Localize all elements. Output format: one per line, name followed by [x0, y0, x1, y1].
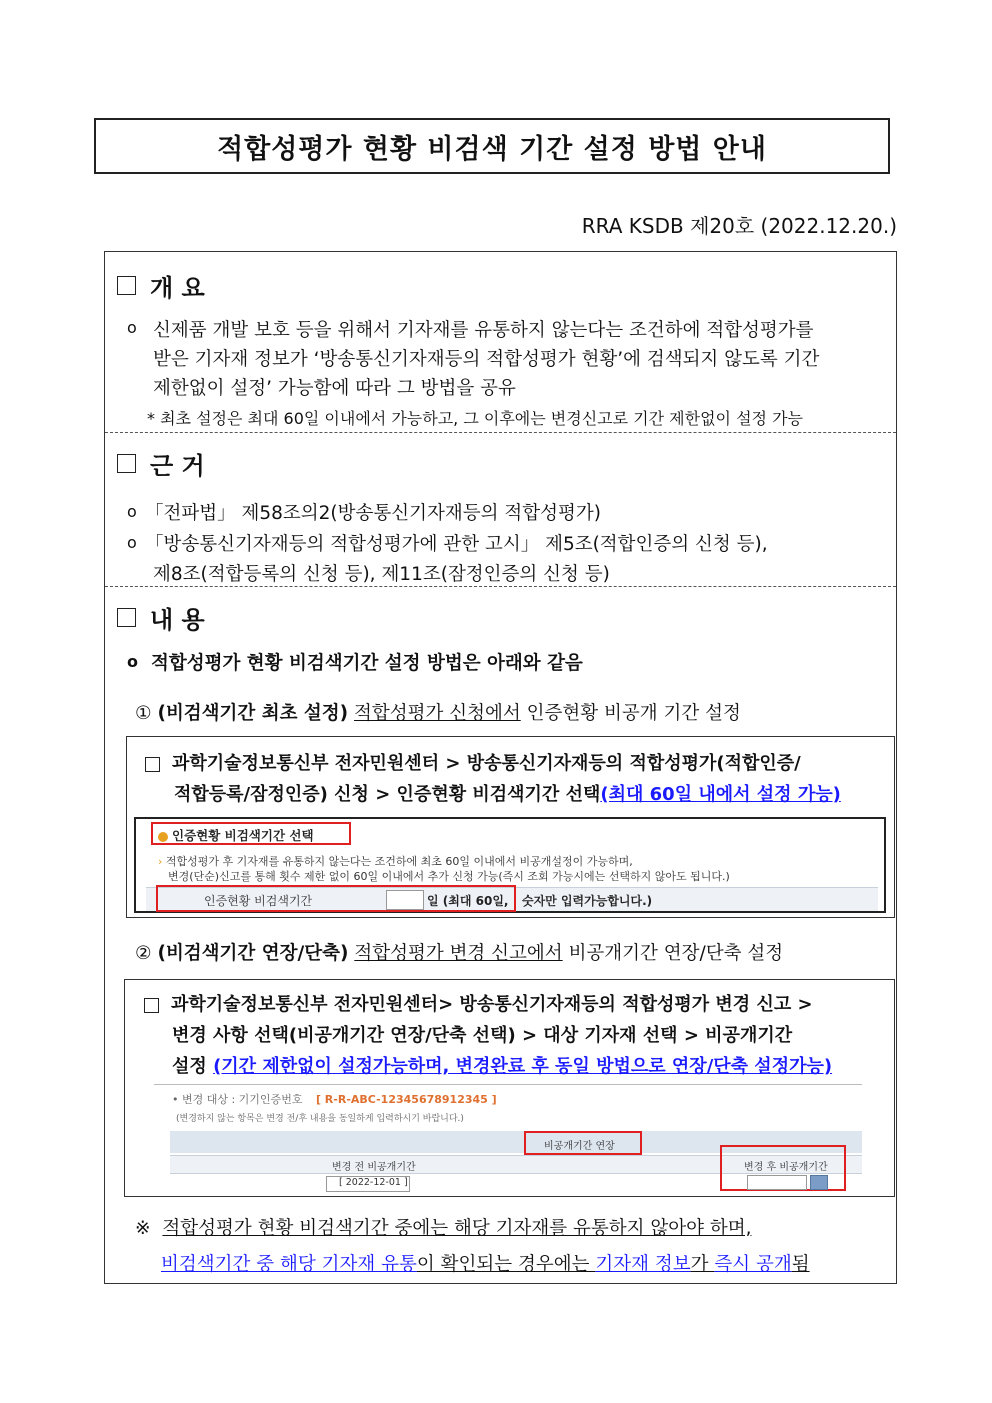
section-basis: [105, 432, 896, 587]
step2-box-line-1: 과학기술정보통신부 전자민원센터> 방송통신기자재등의 적합성평가 변경 신고 >: [144, 990, 813, 1016]
screenshot-label: 인증현황 비검색기간: [204, 894, 313, 908]
section-heading: [117, 446, 205, 481]
step2-heading: [135, 939, 783, 965]
circle-arrow-icon: [158, 832, 168, 842]
warning-line-2: 비검색기간 중 해당 기자재 유통이 확인되는 경우에는 기자재 정보가 즉시 공개됨: [161, 1254, 810, 1275]
screenshot-target: • 변경 대상 : 기기인증번호 [ R-R-ABC-12345678912345 ]: [172, 1093, 497, 1106]
screenshot-before-label: 변경 전 비공개기간: [332, 1162, 416, 1173]
section-heading: [117, 600, 205, 635]
step1-limit-note: (최대 60일 내에서 설정 가능): [600, 784, 841, 805]
step1-box: [126, 736, 895, 918]
step2-period-note: (기간 제한없이 설정가능하며, 변경완료 후 동일 방법으로 연장/단축 설정가능): [213, 1056, 833, 1077]
step2-bold: (비검색기간 연장/단축): [157, 943, 349, 964]
checkbox-square-icon: [144, 998, 159, 1013]
heading-text: 근 거: [150, 452, 205, 480]
step2-screenshot: [154, 1084, 862, 1193]
step1-rest: 인증현황 비공개 기간 설정: [526, 703, 741, 724]
checkbox-square-icon: [145, 757, 160, 772]
bullet-icon: o: [127, 652, 138, 671]
arrow-icon: ›: [158, 855, 163, 868]
screenshot-before-value: [ 2022-12-01 ]: [339, 1177, 408, 1188]
heading-text: 내 용: [150, 606, 205, 634]
bullet-icon: o: [127, 502, 137, 521]
warning-line-1: ※ 적합성평가 현황 비검색기간 중에는 해당 기자재를 유통하지 않아야 하며,: [135, 1218, 752, 1239]
screenshot-after-input[interactable]: [747, 1175, 807, 1190]
calendar-icon[interactable]: [810, 1175, 828, 1190]
bullet-icon: o: [127, 318, 137, 337]
screenshot-col-header: 비공개기간 연장: [544, 1141, 615, 1152]
screenshot-header: 인증현황 비검색기간 선택: [158, 826, 314, 844]
section-heading: [117, 268, 205, 303]
overview-line-1: 신제품 개발 보호 등을 위해서 기자재를 유통하지 않는다는 조건하에 적합성평가를: [153, 320, 814, 341]
step1-screenshot: [134, 817, 886, 913]
overview-line-3: 제한없이 설정’ 가능함에 따라 그 방법을 공유: [153, 378, 516, 399]
basis-line-1: 「전파법」 제58조의2(방송통신기자재등의 적합성평가): [145, 503, 601, 524]
step2-rest: 비공개기간 연장/단축 설정: [568, 943, 784, 964]
step1-box-line-1: 과학기술정보통신부 전자민원센터 > 방송통신기자재등의 적합성평가(적합인증/: [145, 749, 801, 775]
screenshot-hint: 숫자만 입력가능합니다.): [522, 894, 653, 908]
screenshot-note: (변경하지 않는 항목은 변경 전/후 내용을 동일하게 입력하시기 바랍니다.): [176, 1114, 464, 1124]
screenshot-desc-1: › 적합성평가 후 기자재를 유통하지 않는다는 조건하에 최초 60일 이내에서 비공개설정이 가능하며,: [158, 855, 633, 868]
bullet-icon: o: [127, 533, 137, 552]
title-box: [94, 118, 890, 174]
reference-mark-icon: ※: [135, 1218, 151, 1239]
document-title: 적합성평가 현황 비검색 기간 설정 방법 안내: [217, 133, 767, 165]
step1-box-line-2: 적합등록/잠정인증) 신청 > 인증현황 비검색기간 선택(최대 60일 내에서 설정 가능): [174, 784, 841, 805]
step1-bold: (비검색기간 최초 설정): [157, 703, 349, 724]
section-contents: [105, 586, 896, 1283]
checkbox-square-icon: [117, 608, 136, 627]
screenshot-desc-2: 변경(단순)신고를 통해 횟수 제한 없이 60일 이내에서 추가 신청 가능(즉시 조회 가능시에는 선택하지 않아도 됩니다.): [168, 870, 730, 883]
step2-box-line-2: 변경 사항 선택(비공개기간 연장/단축 선택) > 대상 기자재 선택 > 비공개기간: [172, 1025, 793, 1046]
overview-note: * 최초 설정은 최대 60일 이내에서 가능하고, 그 이후에는 변경신고로 기간 제한없이 설정 가능: [147, 409, 803, 428]
checkbox-square-icon: [117, 276, 136, 295]
screenshot-after-label: 변경 후 비공개기간: [744, 1162, 828, 1173]
step2-box: [124, 979, 895, 1197]
screenshot-unit: 일 (최대 60일,: [427, 894, 509, 908]
step1-number: ①: [135, 703, 152, 724]
basis-line-3: 제8조(적합등록의 신청 등), 제11조(잠정인증의 신청 등): [153, 564, 610, 585]
main-content-box: [104, 251, 897, 1284]
overview-line-2: 받은 기자재 정보가 ‘방송통신기자재등의 적합성평가 현황’에 검색되지 않도록 기간: [153, 349, 820, 370]
step1-heading: [135, 699, 741, 725]
document-number: RRA KSDB 제20호 (2022.12.20.): [581, 214, 897, 238]
screenshot-input[interactable]: [386, 890, 424, 910]
contents-intro: 적합성평가 현황 비검색기간 설정 방법은 아래와 같음: [151, 653, 583, 674]
section-overview: [105, 252, 896, 433]
heading-text: 개 요: [150, 274, 205, 302]
checkbox-square-icon: [117, 454, 136, 473]
step1-underlined: 적합성평가 신청에서: [354, 703, 521, 724]
step2-number: ②: [135, 943, 152, 964]
step2-underlined: 적합성평가 변경 신고에서: [354, 943, 563, 964]
basis-line-2: 「방송통신기자재등의 적합성평가에 관한 고시」 제5조(적합인증의 신청 등),: [145, 534, 768, 555]
step2-box-line-3: 설정 (기간 제한없이 설정가능하며, 변경완료 후 동일 방법으로 연장/단축 설정가능): [172, 1056, 833, 1077]
